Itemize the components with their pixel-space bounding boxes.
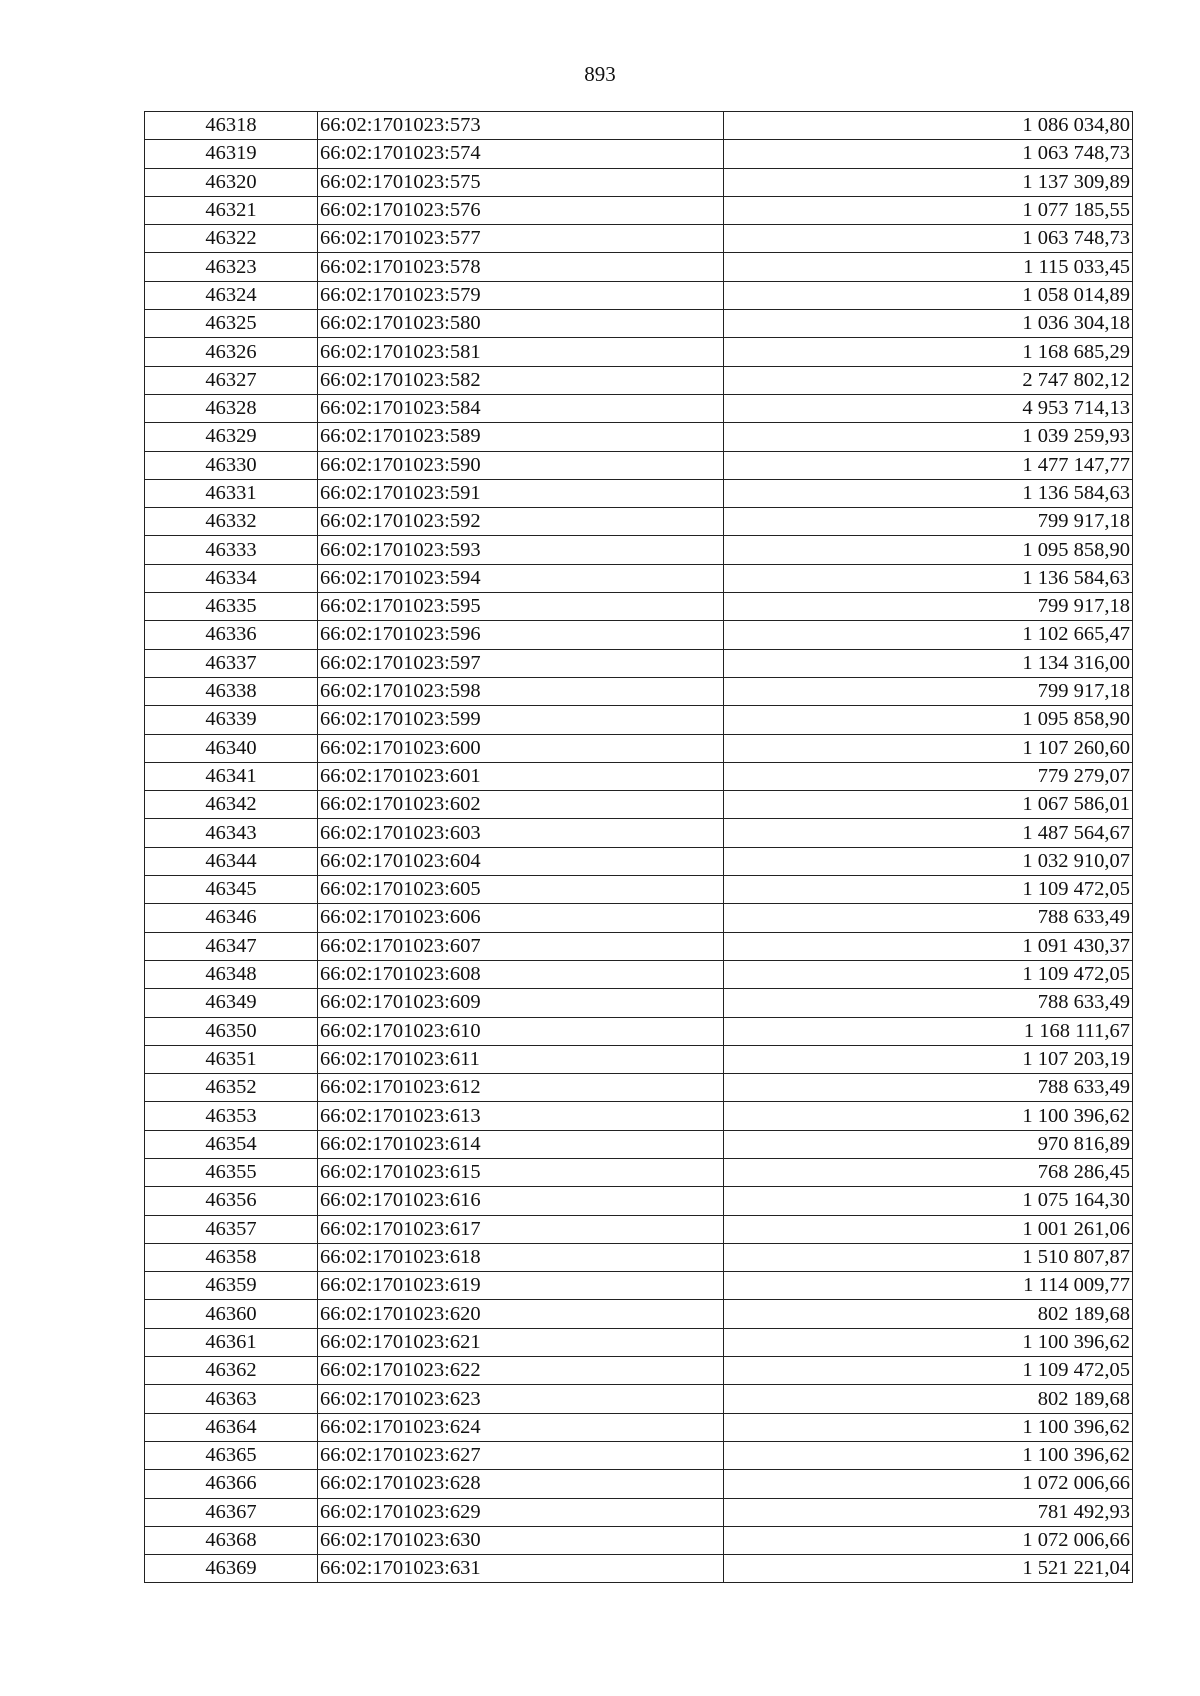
table-row: [145, 1130, 1133, 1158]
cadastral-number-cell: 66:02:1701023:580: [318, 310, 724, 338]
cadastral-number-cell: 66:02:1701023:630: [318, 1526, 724, 1554]
cadastral-value-cell: 1 510 807,87: [724, 1243, 1133, 1271]
table-row: [145, 762, 1133, 790]
table-row: [145, 1272, 1133, 1300]
cadastral-number-cell: 66:02:1701023:611: [318, 1045, 724, 1073]
cadastral-value-cell: 1 102 665,47: [724, 621, 1133, 649]
table-row: [145, 819, 1133, 847]
table-row: [145, 1526, 1133, 1554]
table-row: [145, 847, 1133, 875]
cadastral-value-cell: 1 477 147,77: [724, 451, 1133, 479]
row-number-cell: 46363: [145, 1385, 318, 1413]
row-number-cell: 46332: [145, 508, 318, 536]
cadastral-value-cell: 799 917,18: [724, 677, 1133, 705]
cadastral-number-cell: 66:02:1701023:581: [318, 338, 724, 366]
row-number-cell: 46333: [145, 536, 318, 564]
row-number-cell: 46348: [145, 960, 318, 988]
page-number: 893: [584, 62, 616, 86]
cadastral-value-cell: 1 067 586,01: [724, 791, 1133, 819]
cadastral-value-cell: 788 633,49: [724, 1074, 1133, 1102]
cadastral-number-cell: 66:02:1701023:606: [318, 904, 724, 932]
cadastral-number-cell: 66:02:1701023:578: [318, 253, 724, 281]
cadastral-number-cell: 66:02:1701023:584: [318, 394, 724, 422]
cadastral-number-cell: 66:02:1701023:618: [318, 1243, 724, 1271]
table-row: [145, 791, 1133, 819]
row-number-cell: 46320: [145, 168, 318, 196]
table-row: [145, 1017, 1133, 1045]
cadastral-value-cell: 1 168 685,29: [724, 338, 1133, 366]
row-number-cell: 46367: [145, 1498, 318, 1526]
table-row: [145, 989, 1133, 1017]
cadastral-value-cell: 799 917,18: [724, 593, 1133, 621]
row-number-cell: 46339: [145, 706, 318, 734]
row-number-cell: 46322: [145, 225, 318, 253]
cadastral-number-cell: 66:02:1701023:582: [318, 366, 724, 394]
table-body: [145, 112, 1133, 1583]
table-row: [145, 706, 1133, 734]
cadastral-value-cell: 970 816,89: [724, 1130, 1133, 1158]
cadastral-value-cell: 4 953 714,13: [724, 394, 1133, 422]
cadastral-value-cell: 1 036 304,18: [724, 310, 1133, 338]
cadastral-value-cell: 802 189,68: [724, 1385, 1133, 1413]
row-number-cell: 46346: [145, 904, 318, 932]
cadastral-value-cell: 799 917,18: [724, 508, 1133, 536]
cadastral-number-cell: 66:02:1701023:594: [318, 564, 724, 592]
cadastral-value-cell: 768 286,45: [724, 1158, 1133, 1186]
table-row: [145, 1102, 1133, 1130]
cadastral-value-cell: 1 168 111,67: [724, 1017, 1133, 1045]
cadastral-value-cell: 1 115 033,45: [724, 253, 1133, 281]
table-row: [145, 1215, 1133, 1243]
table-row: [145, 1385, 1133, 1413]
cadastral-value-cell: 1 134 316,00: [724, 649, 1133, 677]
cadastral-value-cell: 1 521 221,04: [724, 1555, 1133, 1583]
row-number-cell: 46337: [145, 649, 318, 677]
row-number-cell: 46368: [145, 1526, 318, 1554]
cadastral-number-cell: 66:02:1701023:608: [318, 960, 724, 988]
row-number-cell: 46349: [145, 989, 318, 1017]
cadastral-value-cell: 1 001 261,06: [724, 1215, 1133, 1243]
row-number-cell: 46361: [145, 1328, 318, 1356]
cadastral-number-cell: 66:02:1701023:628: [318, 1470, 724, 1498]
table-row: [145, 649, 1133, 677]
table-row: [145, 1413, 1133, 1441]
row-number-cell: 46353: [145, 1102, 318, 1130]
table-row: [145, 196, 1133, 224]
cadastral-number-cell: 66:02:1701023:615: [318, 1158, 724, 1186]
row-number-cell: 46347: [145, 932, 318, 960]
cadastral-number-cell: 66:02:1701023:596: [318, 621, 724, 649]
table-row: [145, 1074, 1133, 1102]
row-number-cell: 46335: [145, 593, 318, 621]
cadastral-number-cell: 66:02:1701023:592: [318, 508, 724, 536]
cadastral-value-cell: 1 075 164,30: [724, 1187, 1133, 1215]
table-row: [145, 564, 1133, 592]
table-row: [145, 1357, 1133, 1385]
cadastral-number-cell: 66:02:1701023:617: [318, 1215, 724, 1243]
cadastral-value-cell: 2 747 802,12: [724, 366, 1133, 394]
cadastral-value-cell: 1 100 396,62: [724, 1328, 1133, 1356]
cadastral-value-cell: 1 072 006,66: [724, 1470, 1133, 1498]
row-number-cell: 46365: [145, 1441, 318, 1469]
cadastral-number-cell: 66:02:1701023:577: [318, 225, 724, 253]
row-number-cell: 46318: [145, 112, 318, 140]
cadastral-number-cell: 66:02:1701023:574: [318, 140, 724, 168]
cadastral-number-cell: 66:02:1701023:591: [318, 479, 724, 507]
cadastral-number-cell: 66:02:1701023:620: [318, 1300, 724, 1328]
cadastral-number-cell: 66:02:1701023:600: [318, 734, 724, 762]
table-row: [145, 225, 1133, 253]
row-number-cell: 46345: [145, 876, 318, 904]
row-number-cell: 46327: [145, 366, 318, 394]
table-row: [145, 1470, 1133, 1498]
table-row: [145, 253, 1133, 281]
row-number-cell: 46352: [145, 1074, 318, 1102]
cadastral-value-cell: 1 487 564,67: [724, 819, 1133, 847]
table-row: [145, 677, 1133, 705]
table-row: [145, 536, 1133, 564]
row-number-cell: 46356: [145, 1187, 318, 1215]
cadastral-value-cell: 1 091 430,37: [724, 932, 1133, 960]
cadastral-value-cell: 788 633,49: [724, 989, 1133, 1017]
cadastral-number-cell: 66:02:1701023:605: [318, 876, 724, 904]
row-number-cell: 46358: [145, 1243, 318, 1271]
cadastral-value-cell: 1 058 014,89: [724, 281, 1133, 309]
row-number-cell: 46319: [145, 140, 318, 168]
table-row: [145, 366, 1133, 394]
row-number-cell: 46364: [145, 1413, 318, 1441]
cadastral-value-cell: 1 137 309,89: [724, 168, 1133, 196]
table-row: [145, 310, 1133, 338]
cadastral-number-cell: 66:02:1701023:607: [318, 932, 724, 960]
cadastral-number-cell: 66:02:1701023:631: [318, 1555, 724, 1583]
cadastral-value-cell: 1 100 396,62: [724, 1413, 1133, 1441]
table-row: [145, 508, 1133, 536]
table-row: [145, 1498, 1133, 1526]
cadastral-value-cell: 788 633,49: [724, 904, 1133, 932]
table-row: [145, 1555, 1133, 1583]
cadastral-number-cell: 66:02:1701023:573: [318, 112, 724, 140]
table-row: [145, 960, 1133, 988]
row-number-cell: 46355: [145, 1158, 318, 1186]
table-row: [145, 1441, 1133, 1469]
table-row: [145, 451, 1133, 479]
cadastral-number-cell: 66:02:1701023:627: [318, 1441, 724, 1469]
cadastral-number-cell: 66:02:1701023:613: [318, 1102, 724, 1130]
cadastral-number-cell: 66:02:1701023:595: [318, 593, 724, 621]
row-number-cell: 46330: [145, 451, 318, 479]
cadastral-number-cell: 66:02:1701023:614: [318, 1130, 724, 1158]
cadastral-value-cell: 1 100 396,62: [724, 1441, 1133, 1469]
table-row: [145, 734, 1133, 762]
cadastral-number-cell: 66:02:1701023:593: [318, 536, 724, 564]
cadastral-number-cell: 66:02:1701023:575: [318, 168, 724, 196]
table-row: [145, 876, 1133, 904]
cadastral-value-cell: 1 136 584,63: [724, 564, 1133, 592]
cadastral-number-cell: 66:02:1701023:598: [318, 677, 724, 705]
row-number-cell: 46366: [145, 1470, 318, 1498]
cadastral-number-cell: 66:02:1701023:610: [318, 1017, 724, 1045]
row-number-cell: 46329: [145, 423, 318, 451]
cadastral-number-cell: 66:02:1701023:601: [318, 762, 724, 790]
cadastral-value-cell: 1 095 858,90: [724, 536, 1133, 564]
cadastral-number-cell: 66:02:1701023:616: [318, 1187, 724, 1215]
row-number-cell: 46344: [145, 847, 318, 875]
cadastral-value-cell: 1 063 748,73: [724, 225, 1133, 253]
cadastral-value-cell: 1 039 259,93: [724, 423, 1133, 451]
cadastral-number-cell: 66:02:1701023:579: [318, 281, 724, 309]
row-number-cell: 46326: [145, 338, 318, 366]
cadastral-value-cell: 1 136 584,63: [724, 479, 1133, 507]
cadastral-number-cell: 66:02:1701023:597: [318, 649, 724, 677]
cadastral-number-cell: 66:02:1701023:589: [318, 423, 724, 451]
row-number-cell: 46340: [145, 734, 318, 762]
row-number-cell: 46338: [145, 677, 318, 705]
cadastral-value-cell: 1 107 260,60: [724, 734, 1133, 762]
row-number-cell: 46336: [145, 621, 318, 649]
row-number-cell: 46342: [145, 791, 318, 819]
table-row: [145, 593, 1133, 621]
table-row: [145, 168, 1133, 196]
cadastral-number-cell: 66:02:1701023:604: [318, 847, 724, 875]
row-number-cell: 46357: [145, 1215, 318, 1243]
row-number-cell: 46362: [145, 1357, 318, 1385]
row-number-cell: 46343: [145, 819, 318, 847]
cadastral-value-cell: 802 189,68: [724, 1300, 1133, 1328]
table-row: [145, 1328, 1133, 1356]
cadastral-value-cell: 1 086 034,80: [724, 112, 1133, 140]
row-number-cell: 46334: [145, 564, 318, 592]
cadastral-number-cell: 66:02:1701023:624: [318, 1413, 724, 1441]
row-number-cell: 46354: [145, 1130, 318, 1158]
cadastral-value-cell: 1 077 185,55: [724, 196, 1133, 224]
cadastral-value-cell: 1 109 472,05: [724, 876, 1133, 904]
table-row: [145, 1243, 1133, 1271]
cadastral-value-cell: 1 109 472,05: [724, 960, 1133, 988]
table-row: [145, 394, 1133, 422]
cadastral-number-cell: 66:02:1701023:612: [318, 1074, 724, 1102]
cadastral-number-cell: 66:02:1701023:603: [318, 819, 724, 847]
cadastral-number-cell: 66:02:1701023:609: [318, 989, 724, 1017]
row-number-cell: 46331: [145, 479, 318, 507]
cadastral-value-cell: 1 063 748,73: [724, 140, 1133, 168]
table-row: [145, 281, 1133, 309]
cadastral-number-cell: 66:02:1701023:619: [318, 1272, 724, 1300]
row-number-cell: 46350: [145, 1017, 318, 1045]
cadastral-value-cell: 1 107 203,19: [724, 1045, 1133, 1073]
table-row: [145, 140, 1133, 168]
table-row: [145, 338, 1133, 366]
table-row: [145, 1158, 1133, 1186]
cadastral-number-cell: 66:02:1701023:623: [318, 1385, 724, 1413]
table-row: [145, 1045, 1133, 1073]
row-number-cell: 46360: [145, 1300, 318, 1328]
row-number-cell: 46351: [145, 1045, 318, 1073]
row-number-cell: 46325: [145, 310, 318, 338]
cadastral-number-cell: 66:02:1701023:590: [318, 451, 724, 479]
cadastral-value-cell: 1 032 910,07: [724, 847, 1133, 875]
table-row: [145, 112, 1133, 140]
table-row: [145, 479, 1133, 507]
cadastral-number-cell: 66:02:1701023:629: [318, 1498, 724, 1526]
row-number-cell: 46328: [145, 394, 318, 422]
cadastral-number-cell: 66:02:1701023:621: [318, 1328, 724, 1356]
table-row: [145, 1300, 1133, 1328]
cadastral-value-table: [144, 111, 1133, 1583]
table-row: [145, 904, 1133, 932]
cadastral-number-cell: 66:02:1701023:622: [318, 1357, 724, 1385]
cadastral-value-cell: 1 109 472,05: [724, 1357, 1133, 1385]
cadastral-number-cell: 66:02:1701023:602: [318, 791, 724, 819]
table-row: [145, 423, 1133, 451]
row-number-cell: 46369: [145, 1555, 318, 1583]
table-row: [145, 621, 1133, 649]
cadastral-number-cell: 66:02:1701023:599: [318, 706, 724, 734]
row-number-cell: 46324: [145, 281, 318, 309]
cadastral-number-cell: 66:02:1701023:576: [318, 196, 724, 224]
table-row: [145, 932, 1133, 960]
row-number-cell: 46359: [145, 1272, 318, 1300]
cadastral-value-cell: 1 100 396,62: [724, 1102, 1133, 1130]
row-number-cell: 46341: [145, 762, 318, 790]
row-number-cell: 46323: [145, 253, 318, 281]
cadastral-value-cell: 779 279,07: [724, 762, 1133, 790]
row-number-cell: 46321: [145, 196, 318, 224]
cadastral-value-cell: 1 072 006,66: [724, 1526, 1133, 1554]
cadastral-value-cell: 1 095 858,90: [724, 706, 1133, 734]
cadastral-value-cell: 1 114 009,77: [724, 1272, 1133, 1300]
cadastral-value-cell: 781 492,93: [724, 1498, 1133, 1526]
table-row: [145, 1187, 1133, 1215]
